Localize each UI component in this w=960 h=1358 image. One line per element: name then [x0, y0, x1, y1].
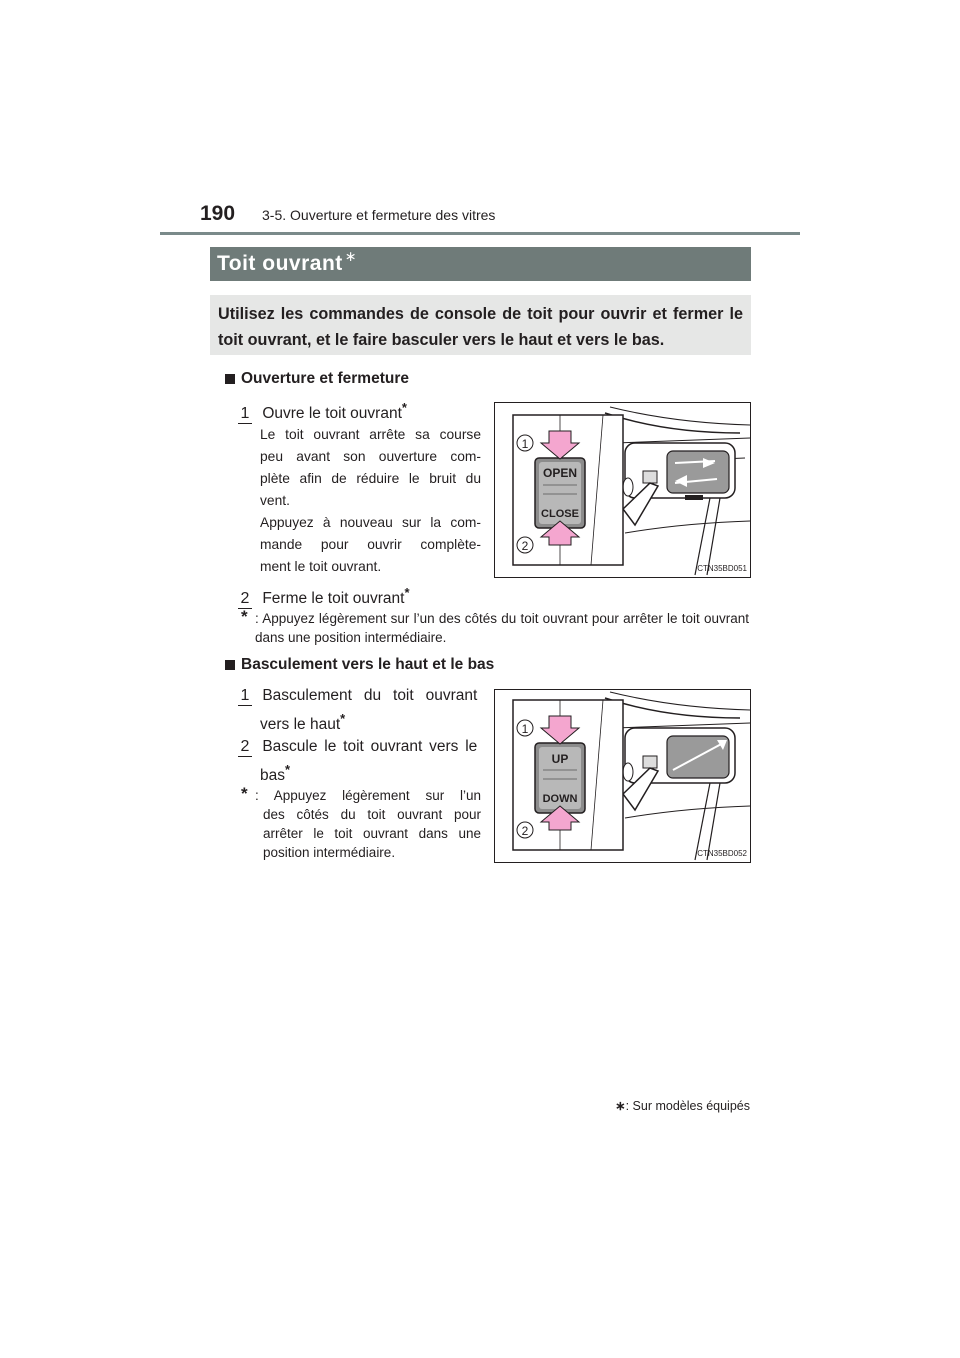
subheading-tilting: [225, 656, 494, 674]
step-number: 2: [238, 738, 252, 757]
step-label: Basculement du toit ouvrant: [262, 687, 478, 704]
step-number: 1: [238, 405, 252, 424]
para-line: ment le toit ouvrant.: [260, 559, 382, 574]
callout-2: 2: [521, 539, 529, 553]
para-line: Appuyez à nouveau sur la com-: [260, 515, 481, 530]
step-label: Ouvre le toit ouvrant: [262, 405, 402, 423]
note-star: *: [241, 784, 248, 803]
opening-item-1: [238, 396, 407, 425]
para-line: mande pour ouvrir complète-: [260, 537, 481, 552]
star-mark: *: [340, 711, 346, 726]
switch-label-bottom: CLOSE: [541, 508, 579, 520]
intro-box: Utilisez les commandes de console de toit pour ouvrir et fermer le toit ouvrant, et le faire basculer vers le haut et vers le bas.: [210, 295, 751, 355]
figure-up-down: [494, 689, 751, 863]
para-line: vent.: [260, 493, 290, 508]
step-label-cont: vers le haut: [260, 716, 341, 734]
figure-code: CTN35BD051: [697, 564, 747, 573]
sunroof-switch-illustration: [495, 403, 750, 577]
callout-1: 1: [521, 437, 529, 451]
callout-1: 1: [521, 722, 529, 736]
sunroof-tilt-illustration: [495, 690, 750, 862]
header-rule: [160, 232, 800, 235]
note-line: position intermédiaire.: [263, 845, 396, 860]
footnote-text: : Sur modèles équipés: [625, 1099, 750, 1113]
opening-item-1-para-2: [260, 512, 481, 578]
note-text: : Appuyez légèrement sur l’un des côtés du toit ouvrant pour arrêter le toit ouvrant dans une position intermédiaire.: [255, 611, 749, 645]
step-label: Ferme le toit ouvrant: [262, 590, 405, 608]
switch-label-bottom: DOWN: [542, 793, 578, 805]
note-line: arrêter le toit ouvrant dans une: [263, 826, 481, 841]
note-line: : Appuyez légèrement sur l’un: [255, 788, 481, 803]
star-mark: *: [401, 400, 407, 415]
step-label-cont: bas: [260, 767, 285, 785]
para-line: peu avant son ouverture com-: [260, 449, 481, 464]
footnote-star: ∗: [615, 1099, 626, 1113]
tilting-item-2: [238, 735, 483, 787]
page-title-text: Toit ouvrant: [217, 252, 343, 275]
bullet-square-icon: [225, 374, 235, 384]
opening-note: [241, 609, 751, 647]
star-mark: *: [285, 762, 291, 777]
opening-item-2: [238, 581, 410, 610]
switch-label-top: OPEN: [542, 466, 578, 480]
callout-2: 2: [521, 824, 529, 838]
equipped-star: ∗: [344, 247, 357, 264]
page-number: 190: [200, 202, 236, 225]
subheading-opening-text: Ouverture et fermeture: [241, 370, 409, 387]
star-mark: *: [404, 585, 410, 600]
subheading-tilting-text: Basculement vers le haut et le bas: [241, 656, 495, 673]
subheading-opening: [225, 370, 409, 388]
note-star: *: [241, 607, 248, 626]
figure-code: CTN35BD052: [697, 849, 747, 858]
footnote: [615, 1098, 750, 1113]
step-label: Bascule le toit ouvrant vers le: [262, 738, 478, 755]
tilting-note: [241, 786, 481, 862]
switch-label-top: UP: [551, 752, 569, 766]
figure-open-close: [494, 402, 751, 578]
section-title: 3-5. Ouverture et fermeture des vitres: [262, 207, 496, 223]
note-text: [255, 786, 481, 862]
opening-item-1-para-1: [260, 424, 481, 512]
step-number: 2: [238, 590, 252, 609]
para-line: Le toit ouvrant arrête sa course: [260, 427, 481, 442]
step-number: 1: [238, 687, 252, 706]
para-line: plète afin de réduire le bruit du: [260, 471, 481, 486]
page-title: [210, 247, 751, 281]
tilting-item-1: [238, 684, 483, 736]
bullet-square-icon: [225, 660, 235, 670]
note-line: des côtés du toit ouvrant pour: [263, 807, 481, 822]
